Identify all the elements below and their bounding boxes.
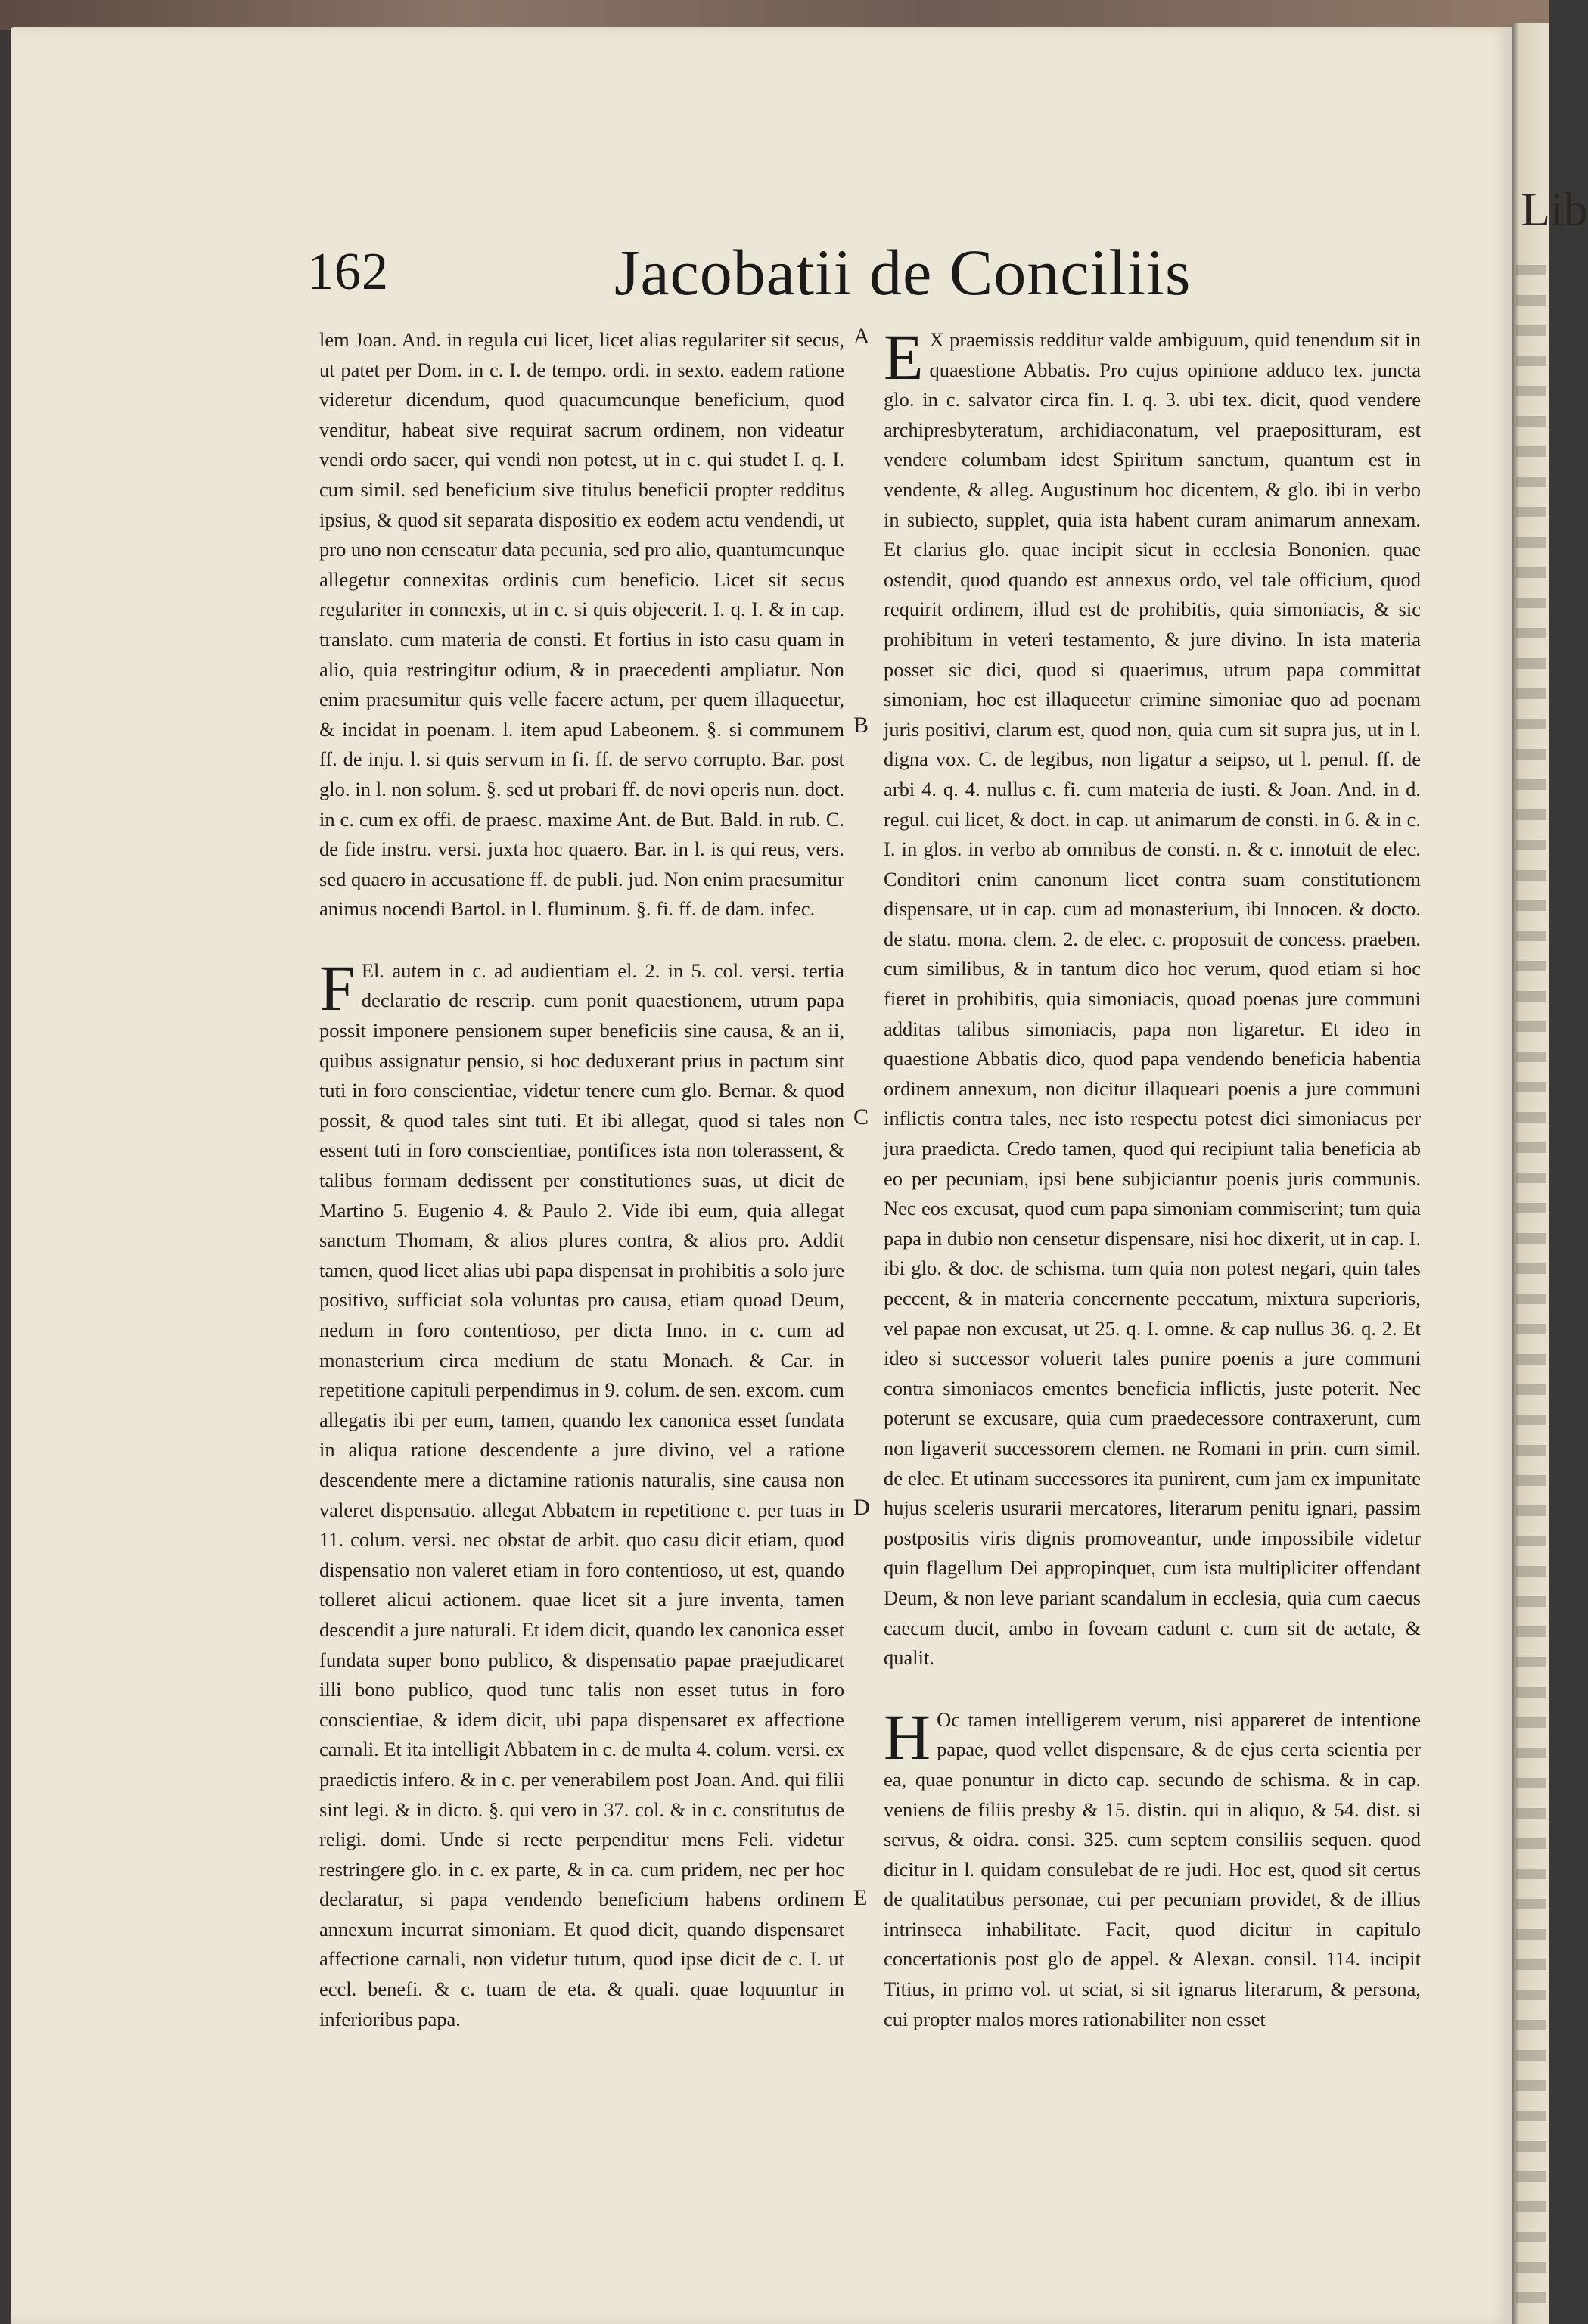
right-paragraph-1-text: X praemissis redditur valde ambiguum, quid tenendum sit in quaestione Abbatis. Pro cujus opinione adduco tex. juncta glo. in c. salvator circa fin. I. q. 3. ubi tex. dicit, quod vendere archipresbyteratum, archidiaconatum, vel praepositturam, est vendere columbam idest Spiritum sanctum, quantum est in vendente, & alleg. Augustinum hoc dicentem, & glo. ibi in verbo in subiecto, supplet, quia ista habent curam animarum annexam. Et clarius glo. quae incipit sicut in ecclesia Bononien. quae ostendit, quod quando est annexus ordo, vel tale officium, quod requirit ordinem, illud est de prohibitis, quia simoniacis, & sic prohibitum in veteri testamento, & jure divino. In ista materia posset sic dici, quod si quaerimus, utrum papa committat simoniam, hoc est illaqueetur crimine simoniae quo ad poenam juris positivi, clarum est, quod non, quia cum sit supra jus, ut in l. digna vox. C. de legibus, non ligatur a seipso, ut l. penul. ff. de arbi 4. q. 4. nullus c. fi. cum materia de iusti. & Joan. And. in d. regul. cui licet, & doct. in cap. ut animarum de consti. in 6. & in c. I. in glos. in verbo ab omnibus de consti. n. & c. innotuit de elec. Conditori enim canonum licet contra suam constitutionem dispensare, ut in cap. cum ad monasterium, ibi Innocen. & docto. de statu. mona. clem. 2. de elec. c. proposuit de concess. praeben. cum similibus, & in tantum dico hoc verum, quod etiam si hoc fieret in prohibitis, quia simoniacis, quoad poenas jure communi additas talibus simoniacis, papa non ligaretur. Et ideo in quaestione Abbatis dico, quod papa vendendo beneficia habentia ordinem annexum, non dicitur illaqueari poenis a jure communi inflictis contra tales, nec isto respectu potest dici simoniacus per jura praedicta. Credo tamen, quod qui recipiunt talia beneficia ab eo per pecuniam, ipsi bene subjiciantur poenis juris communis. Nec eos excusat, quod cum papa simoniam commiserint; tum quia papa in dubio non censetur dispensare, nisi hoc dixerit, ut in cap. I. ibi glo. & doc. de schisma. tum quia non potest negari, quin tales peccent, & in materia concernente peccatum, mixtura superioris, vel papae non excusat, ut 25. q. I. omne. & cap nullus 36. q. 2. Et ideo si successor voluerit tales punire poenis a jure communi contra simoniacos ementes beneficia inflictis, juste poterit. Nec poterunt se excusare, quia cum praedecessore contraxerunt, cum non ligaverit successorem clemen. ne Romani in prin. cum simil. de elec. Et utinam successores ita punirent, cum jam ex impunitate hujus sceleris usurarii mercatores, literarum penitu ignari, passim postpositis viris dignis promoveantur, unde impossibile videtur quin flagellum Dei appropinquet, cum ista multipliciter offendant Deum, & non leve pariant scandalum in ecclesia, quia cum caecus caecum ducit, ambo in foveam cadunt c. cum sit de aetate, & qualit. [884, 328, 1421, 1670]
left-paragraph-2-text: El. autem in c. ad audientiam el. 2. in 5. col. versi. tertia declaratio de rescrip. cum ponit quaestionem, utrum papa possit imponere pensionem super beneficiis sine causa, & an ii, quibus assignatur pensio, si hoc deduxerant prius in pactum sint tuti in foro conscientiae, videtur tenere cum glo. Bernar. & quod possit, & quod tales sint tuti. Et ibi allegat, quod si tales non essent tuti in foro conscientiae, pontifices ista non tolerassent, & talibus formam dedissent per constitutiones suas, ut dicit de Martino 5. Eugenio 4. & Paulo 2. Vide ibi eum, quia allegat sanctum Thomam, & alios plures contra, & alios pro. Addit tamen, quod licet alias ubi papa dispensat in prohibitis a solo jure positivo, sufficiat sola voluntas pro causa, etiam quoad Deum, nedum in foro contentioso, per dicta Inno. in c. cum ad monasterium circa medium de statu Monach. & Car. in repetitione capituli perpendimus in 9. colum. de sen. excom. cum allegatis ibi per eum, tamen, quando lex canonica esset fundata in aliqua ratione descendente a jure divino, vel a ratione descendente mere a dictamine rationis naturalis, sine causa non valeret dispensatio. allegat Abbatem in repetitione c. per tuas in 11. colum. versi. nec obstat de arbit. quo casu dicit etiam, quod dispensatio non valeret etiam in foro contentioso, ut est, quando tolleret alicui actionem. quae licet sit a jure inventa, tamen descendit a jure naturali. Et idem dicit, quando lex canonica esset fundata super bono publico, & dispensatio papae praejudicaret illi bono publico, quod tunc talis non esset tutus in foro conscientiae, & idem dicit, ubi papa dispensaret ex affectione carnali. Et ita intelligit Abbatem in c. de multa 4. colum. versi. ex praedictis infero. & in c. per venerabilem post Joan. And. qui filii sint legi. & in dicto. §. qui vero in 37. col. & in c. constitutus de religi. domi. Unde si recte perpenditur mens Feli. videtur restringere glo. in c. ex parte, & in ca. cum pridem, nec per hoc declaratur, si papa vendendo beneficium habens ordinem annexum incurrat simoniam. Et quod dicit, quando dispensaret affectione carnali, non videtur tutum, quod ipse dicit de c. I. ut eccl. benefi. & c. tuam de eta. & quali. quae loquuntur in inferioribus papa. [319, 958, 844, 2030]
right-paragraph-2 [884, 1700, 1421, 2035]
left-paragraph-1: lem Joan. And. in regula cui licet, licet alias regulariter sit secus, ut patet per Dom. in c. I. de tempo. ordi. in sexto. eadem ratione videretur dicendum, quod quacumcunque beneficium, quod venditur, habeat sive requirat sacrum ordinem, non videatur vendi ordo sacer, qui vendi non potest, ut in c. qui studet I. q. I. cum simil. sed beneficium sive titulus beneficii propter redditus ipsius, & quod sit separata dispositio ex eodem actu vendendi, ut pro uno non censeatur data pecunia, sed pro alio, quantumcunque allegetur connexitas ordinis cum beneficio. Licet sit secus regulariter in connexis, ut in c. si quis objecerit. I. q. I. & in cap. translato. cum materia de consti. Et fortius in isto casu quam in alio, quia restringitur odium, & in praecedenti ampliatur. Non enim praesumitur quis velle facere actum, per quem illaqueetur, & incidat in poenam. l. item apud Labeonem. §. si communem ff. de inju. l. si quis servum in fi. ff. de servo corrupto. Bar. post glo. in l. non solum. §. sed ut probari ff. de novi operis nun. doct. in c. cum ex offi. de praesc. maxime Ant. de But. Bald. in rub. C. de fide instru. versi. juxta hoc quaero. Bar. in l. is qui reus, vers. sed quaero in accusatione ff. de publi. jud. Non enim praesumitur animus nocendi Bartol. in l. fluminum. §. fi. ff. de dam. infec. [319, 328, 844, 921]
left-paragraph-2 [319, 951, 844, 2034]
margin-letter-d: D [853, 1495, 870, 1520]
drop-cap: E [884, 321, 924, 393]
margin-letter-a: A [853, 324, 870, 349]
page-number: 162 [307, 243, 389, 301]
right-paragraph-2-text: Oc tamen intelligerem verum, nisi appareret de intentione papae, quod vellet dispensare, & de ejus certa scientia per ea, quae ponuntur in dicto cap. secundo de schisma. & in cap. veniens de filiis presby & 15. distin. qui in aliquo, & 54. dist. si servus, & oidra. consi. 325. cum septem consiliis sequen. quod dicitur in l. quidam consulebat de re judi. Hoc est, quod sit certus de qualitatibus personae, cui per pecuniam providet, & de illius intrinseca inhabilitate. Facit, quod dicitur in capitulo concertationis post glo de appel. & Alexan. consil. 114. incipit Titius, in primo vol. ut sciat, si sit ignarus literarum, & persona, cui propter malos mores rationabiliter non esset [884, 1707, 1421, 2030]
next-page-edge [1512, 23, 1588, 2324]
next-page-fragment: Lib [1521, 182, 1588, 236]
right-paragraph-1 [884, 321, 1421, 1673]
drop-cap: H [884, 1700, 931, 1773]
running-title: Jacobatii de Conciliis [614, 236, 1192, 309]
drop-cap: F [319, 951, 356, 1024]
margin-letter-b: B [853, 713, 869, 738]
left-column [319, 325, 844, 2034]
next-page-text-bleed [1516, 265, 1546, 2307]
book-top-edge [0, 0, 1549, 30]
margin-letter-c: C [853, 1105, 869, 1129]
margin-letter-e: E [853, 1885, 868, 1910]
right-column [884, 321, 1421, 2034]
